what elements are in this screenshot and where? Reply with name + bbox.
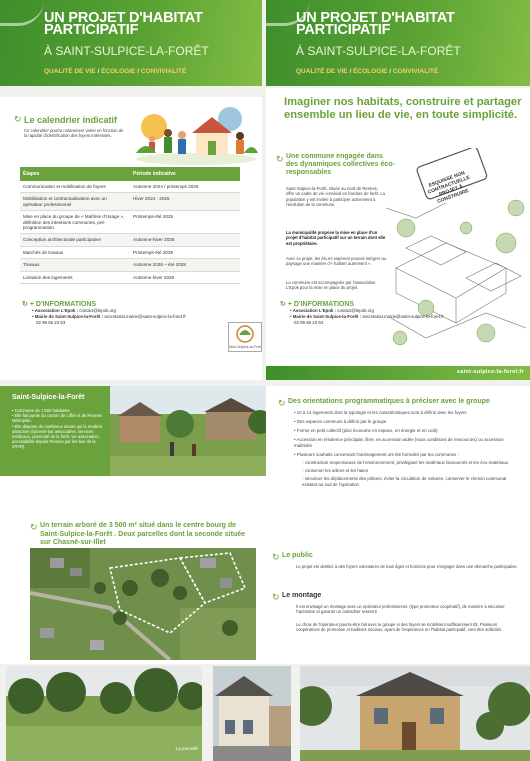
orientations-icon: ↻ [278, 398, 286, 408]
email-link[interactable]: contact@lepok.org [79, 308, 116, 313]
sub-item: - conserver les arbres et les haies [302, 468, 368, 473]
hero-slogan: Imaginer nos habitats, construire et partager ensemble un lieu de vie, en toute simplicité. [284, 96, 522, 121]
header-tags: QUALITÉ DE VIE / ÉCOLOGIE / CONVIVIALITÉ [44, 68, 187, 75]
photo-parcelle [6, 666, 202, 761]
list-item: • Plusieurs souhaits concernant l'aménagement ont été formulés par les communes : [294, 452, 459, 457]
table-row: Travaux Automne 2026 – été 2028 [20, 259, 240, 271]
phone-number: 02 99 66 23 63 [36, 320, 66, 325]
list-item: • 10 à 14 logements dont la typologie et les caractéristiques sont à définir avec les foyers [294, 410, 467, 415]
sub-item: - sécuriser les déplacements des piétons, éviter la circulation de voitures, conserver le chemin communal existant au sud de l'opération [302, 476, 507, 487]
ssf-title: Saint-Sulpice-la-Forêt [12, 394, 85, 401]
phone-number: 02 99 66 23 63 [294, 320, 324, 325]
decorative-swoosh [0, 0, 44, 26]
list-item: • Forme en petit collectif (plus économe en espace, en énergie et en coût) [294, 428, 438, 433]
public-text: Le projet est destiné à des foyers volontaires de tous âges et horizons pour s'engager dans une démarche participative. [296, 564, 518, 569]
commune-text-1: Saint-Sulpice-la-Forêt, située au nord de Rennes, offre un cadre de vie convivial en bordure de forêt. La population y est invitée à participer activement à l'évolution de la commune. [286, 186, 386, 208]
info-icon: ↻ [22, 301, 30, 308]
calendar-table [20, 167, 240, 284]
header-right [266, 0, 530, 86]
public-icon: ↻ [272, 552, 280, 562]
commune-text-2: La municipalité propose la mise en place d'un projet d'habitat participatif sur un terrain dont elle est propriétaire. [286, 230, 386, 246]
village-photo [110, 386, 266, 476]
website-banner [266, 366, 530, 380]
terrain-title: Un terrain arboré de 3 500 m² situé dans le centre bourg de Saint-Sulpice-la-Forêt . Deux parcelles dont la seconde située sur Chasné-sur-Illet [40, 522, 245, 546]
info-title: ↻ + D'INFORMATIONS [22, 301, 97, 308]
orientations-title: Des orientations programmatiques à préciser avec le groupe [288, 398, 490, 405]
calendar-icon: ↻ [14, 114, 22, 124]
photo-street [213, 666, 291, 761]
commune-logo [228, 322, 262, 352]
header-title: UN PROJET D'HABITAT PARTICIPATIF [296, 10, 455, 38]
info-line-epok: • Association L'Epok : contact@lepok.org [290, 308, 374, 313]
column-header-step: Étapes [20, 167, 130, 181]
email-link[interactable]: secretariat.mairie@saint-sulpice-la-foret.fr [362, 314, 444, 319]
ssf-list [12, 408, 108, 450]
photo-caption: La parcelle [175, 746, 198, 751]
photo-house [300, 666, 530, 761]
montage-text-1: Il est envisagé un montage avec un opérateur professionnel, (type promoteur coopératif), de manière à sécuriser l'opération et garantir un calendrier resserré. [296, 604, 505, 615]
terrain-icon: ↻ [30, 522, 38, 532]
header-subtitle: À SAINT-SULPICE-LA-FORÊT [296, 44, 461, 58]
info-left [22, 300, 252, 326]
info-right [280, 300, 520, 326]
commune-icon: ↻ [276, 154, 284, 164]
orientations-list [294, 410, 522, 488]
email-link[interactable]: contact@lepok.org [337, 308, 374, 313]
header-subtitle: À SAINT-SULPICE-LA-FORÊT [44, 44, 209, 58]
montage-icon: ↻ [272, 592, 280, 602]
commune-text-4: La commune est accompagnée par l'association L'Epok pour la mise en place du projet. [286, 280, 376, 291]
ssf-box [0, 386, 110, 476]
list-item: • Accession en résidence principale, libre, en accession aidée (sous conditions de ressources) ou accession maîtrisée [294, 437, 504, 448]
aerial-photo [30, 548, 256, 660]
calendar-intro: Ce calendrier pourra notamment varier en fonction de la rapidité d'identification des foyers intéressés. [24, 128, 124, 139]
stamp-text: ESQUISSE NON CONTRACTUELLE PROJET À CONSTRUIRE [427, 170, 471, 205]
montage-title: Le montage [282, 592, 322, 599]
table-row: Conception architecturale participative Automne-hiver 2025 [20, 234, 240, 246]
info-line-epok: • Association L'Epok : contact@lepok.org [32, 308, 116, 313]
calendar-title: Le calendrier indicatif [24, 115, 118, 125]
website-link[interactable]: saint-sulpice-la-foret.fr [456, 369, 524, 375]
list-item: • Elle dispose de nombreux atouts qui la rendent attractive (épicerie-bar associative, services médicaux, proximité de la forêt, vie associative, accessibilité depuis Rennes par les bus de la STAR). [12, 423, 102, 450]
table-row: Mobilisation et contractualisation avec un opérateur professionnel Hiver 2024 - 2025 [20, 193, 240, 211]
table-row: Mise en place du groupe de « Maîtrise d'Usage », définition des intentions communes, pré-programmation Printemps-été 2025 [20, 211, 240, 234]
list-item: • Des espaces communs à définir par le groupe [294, 419, 387, 424]
calendar-panel [0, 97, 262, 380]
public-title: Le public [282, 552, 313, 559]
info-line-mairie: • Mairie de Saint-Sulpice-la-Forêt : secretariat.mairie@saint-sulpice-la-foret.fr [290, 314, 444, 319]
email-link[interactable]: secretariat.mairie@saint-sulpice-la-foret.fr [104, 314, 186, 319]
svg-text:Saint-Sulpice-la-Forêt: Saint-Sulpice-la-Forêt [229, 345, 261, 349]
hero-panel [266, 88, 530, 380]
terrain-panel [0, 476, 266, 664]
header-title: UN PROJET D'HABITAT PARTICIPATIF [44, 10, 203, 38]
info-line-mairie: • Mairie de Saint-Sulpice-la-Forêt : secretariat.mairie@saint-sulpice-la-foret.fr [32, 314, 186, 319]
sub-item: - construction respectueuse de l'environnement, privilégiant les matériaux biosourcés et les éco-matériaux [302, 460, 509, 465]
header-tags: QUALITÉ DE VIE / ÉCOLOGIE / CONVIVIALITÉ [296, 68, 439, 75]
info-title: ↻ + D'INFORMATIONS [280, 301, 355, 308]
table-row: Communication et mobilisation de foyers Automne 2024 / printemps 2025 [20, 181, 240, 193]
list-item: • Elle fait partie du canton de Liffré et de Rennes Métropole. [12, 413, 102, 424]
column-header-period: Période indicative [130, 167, 240, 181]
orientations-panel [266, 386, 530, 664]
commune-text-3: Avec ce projet, les élu.es espèrent pouvoir intégrer au paysage une manière d'« habiter autrement ». [286, 256, 387, 267]
illustration-people-house [134, 103, 258, 165]
info-icon: ↻ [280, 301, 288, 308]
table-row: Livraison des logements Automne hiver 2028 [20, 271, 240, 283]
montage-text-2: Le choix de l'opérateur pourra-être fait avec le groupe si des foyers se mobilisent suffisamment tôt. Plusieurs coopératives de promotion et bailleurs sociaux, ayant de l'expérience en l'habitat participatif, vont être sollicités. [296, 622, 503, 633]
commune-title: Une commune engagée dans des dynamiques collectives éco-responsables [286, 153, 395, 176]
header-left [0, 0, 262, 86]
table-row: Marchés de travaux Printemps-été 2026 [20, 246, 240, 258]
list-item: • Commune de 1 500 habitants. [12, 408, 71, 413]
